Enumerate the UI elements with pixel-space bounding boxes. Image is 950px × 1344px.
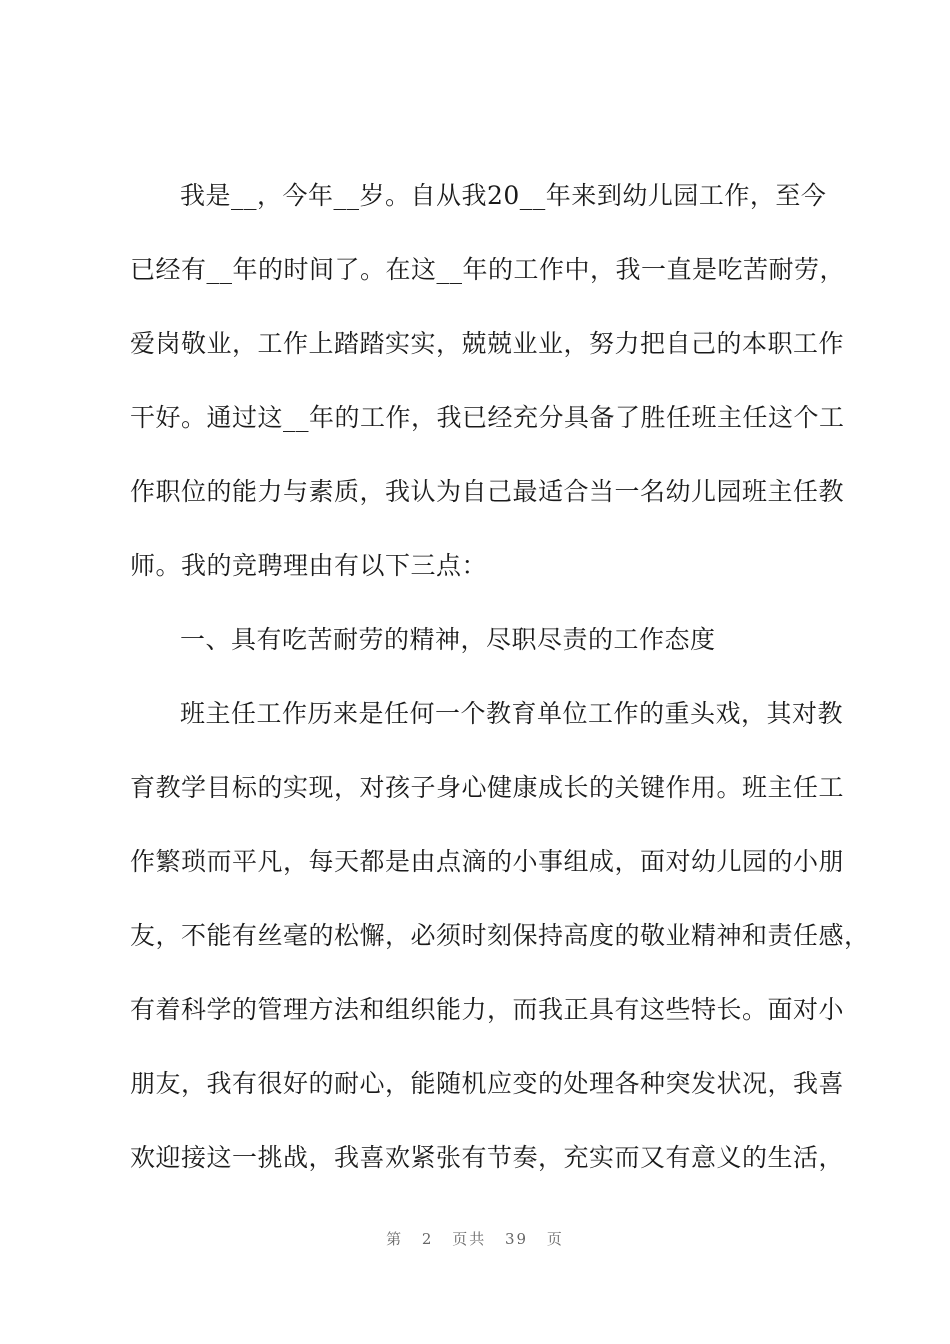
paragraph-line: 我是__，今年__岁。自从我20__年来到幼儿园工作，至今 bbox=[180, 181, 827, 210]
footer-prefix: 第 bbox=[386, 1230, 404, 1248]
page-footer bbox=[0, 1228, 950, 1249]
footer-middle: 页共 bbox=[452, 1230, 487, 1248]
paragraph-line: 欢迎接这一挑战，我喜欢紧张有节奏，充实而又有意义的生活， bbox=[130, 1143, 845, 1172]
paragraph-line: 班主任工作历来是任何一个教育单位工作的重头戏，其对教 bbox=[180, 699, 844, 728]
paragraph-line: 师。我的竞聘理由有以下三点： bbox=[130, 551, 488, 580]
section-heading: 一、具有吃苦耐劳的精神，尽职尽责的工作态度 bbox=[180, 625, 716, 654]
paragraph-line: 爱岗敬业，工作上踏踏实实，兢兢业业，努力把自己的本职工作 bbox=[130, 329, 845, 358]
paragraph-line: 有着科学的管理方法和组织能力，而我正具有这些特长。面对小 bbox=[130, 995, 845, 1024]
footer-total-pages: 39 bbox=[505, 1230, 529, 1248]
paragraph-line: 干好。通过这__年的工作，我已经充分具备了胜任班主任这个工 bbox=[130, 403, 845, 432]
paragraph-line: 友，不能有丝毫的松懈，必须时刻保持高度的敬业精神和责任感， bbox=[130, 921, 870, 950]
footer-page-number: 2 bbox=[421, 1230, 434, 1248]
paragraph-line: 作职位的能力与素质，我认为自己最适合当一名幼儿园班主任教 bbox=[130, 477, 845, 506]
paragraph-line: 育教学目标的实现，对孩子身心健康成长的关键作用。班主任工 bbox=[130, 773, 845, 802]
paragraph-line: 作繁琐而平凡，每天都是由点滴的小事组成，面对幼儿园的小朋 bbox=[130, 847, 845, 876]
paragraph-line: 朋友，我有很好的耐心，能随机应变的处理各种突发状况，我喜 bbox=[130, 1069, 845, 1098]
document-body bbox=[130, 172, 870, 1208]
paragraph-line: 已经有__年的时间了。在这__年的工作中，我一直是吃苦耐劳， bbox=[130, 255, 846, 284]
footer-suffix: 页 bbox=[546, 1230, 564, 1248]
